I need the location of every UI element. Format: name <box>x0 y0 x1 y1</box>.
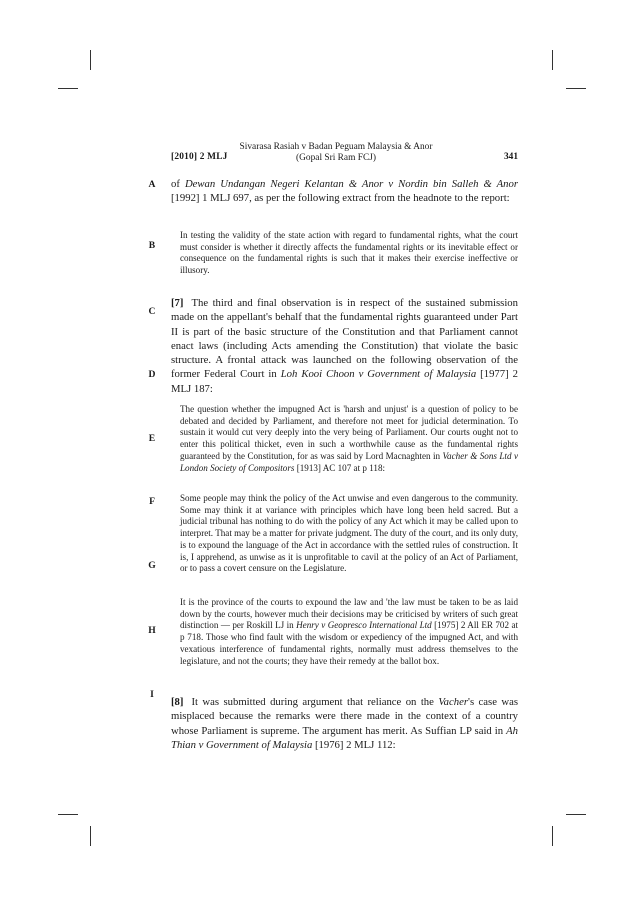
block-quote <box>180 404 518 474</box>
crop-mark <box>90 50 91 70</box>
crop-mark <box>58 814 78 815</box>
block-quote: In testing the validity of the state action with regard to fundamental rights, what the court must consider is whether it directly affects the fundamental rights or its inevitable effect or consequence on the fundamental rights is such that it makes their exercise ineffective or illusory. <box>180 230 518 276</box>
text-run: [1976] 2 MLJ 112: <box>312 738 396 751</box>
text-run: [1913] AC 107 at p 118: <box>294 462 386 473</box>
margin-letter: E <box>148 433 156 444</box>
paragraph-8 <box>171 695 518 752</box>
text-run: [1977] 2 MLJ 187: <box>171 368 518 395</box>
paragraph-number: [7] <box>171 297 184 309</box>
text-run: [1975] 2 All ER 702 at p 718. Those who find fault with the wisdom or expediency of the impugned Act, and with vexatious interference of fundamental rights, normally must address themselves to the legislature, and not the courts; they have their remedy at the ballot box. <box>180 620 519 666</box>
crop-mark <box>90 826 91 846</box>
case-citation: Vacher & Sons Ltd v London Society of Compositors <box>180 450 518 473</box>
header-case-name-line1: Sivarasa Rasiah v Badan Peguam Malaysia & Anor <box>239 142 433 152</box>
case-citation: Vacher <box>438 696 469 708</box>
block-quote: Some people may think the policy of the Act unwise and even dangerous to the community. Some may think it at variance with principles which have long been held sacred. But a judicial tribunal has nothing to do with the policy of any Act which it may be called upon to interpret. That may be a matter for private judgment. The duty of the court, and its only duty, is to expound the language of the Act in accordance with the settled rules of construction. It is, I apprehend, as unwise as it is unprofitable to cavil at the policy of an Act of Parliament, or to pass a covert censure on the Legislature. <box>180 493 518 574</box>
case-citation: Dewan Undangan Negeri Kelantan & Anor v Nordin bin Salleh & Anor <box>184 178 519 190</box>
margin-letter: H <box>148 625 156 636</box>
margin-letter: I <box>150 689 154 700</box>
header-page-number: 341 <box>503 152 518 162</box>
case-citation: Loh Kooi Choon v Government of Malaysia <box>280 368 477 381</box>
paragraph-intro <box>171 177 518 206</box>
text-run: It is the province of the courts to expound the law and 'the law must be taken to be as laid down by the courts, however much their decisions may be criticised by writers of such great distinction — per Roskill LJ in <box>180 597 518 631</box>
margin-letter: C <box>148 306 156 317</box>
margin-letter: G <box>148 560 156 571</box>
text-run: [1992] 1 MLJ 697, as per the following extract from the headnote to the report: <box>171 192 510 205</box>
header-case-name-line2: (Gopal Sri Ram FCJ) <box>296 153 376 163</box>
header-citation: [2010] 2 MLJ <box>171 152 228 162</box>
case-citation: Ah Thian v Government of Malaysia <box>171 724 518 751</box>
text-run: The third and final observation is in respect of the sustained submission made on the appellant's behalf that the fundamental rights guaranteed under Part II is part of the basic structure of the Constitution and that Parliament cannot enact laws (including Acts amending the Constitution) that violate the basic structure. A frontal attack was launched on the following observation of the former Federal Court in <box>171 297 518 381</box>
case-citation: Henry v Geopresco International Ltd <box>296 620 432 631</box>
text-run: 's case was misplaced because the remarks were there made in the context of a country whose Parliament is supreme. The argument has merit. As Suffian LP said in <box>171 696 518 737</box>
text-run: of <box>171 178 185 190</box>
crop-mark <box>566 814 586 815</box>
crop-mark <box>566 88 586 89</box>
text-run: It was submitted during argument that reliance on the <box>191 696 439 708</box>
header-case-name <box>236 142 436 164</box>
margin-letter: B <box>148 240 156 251</box>
margin-letter: D <box>148 369 156 380</box>
crop-mark <box>552 826 553 846</box>
crop-mark <box>552 50 553 70</box>
margin-letter: A <box>148 179 156 190</box>
margin-letter: F <box>149 496 155 507</box>
crop-mark <box>58 88 78 89</box>
block-quote <box>180 597 518 667</box>
paragraph-number: [8] <box>171 696 184 708</box>
text-run: The question whether the impugned Act is 'harsh and unjust' is a question of policy to be debated and decided by Parliament, and therefore not meet for judicial determination. To sustain it would cut very deeply into the very being of Parliament. Our courts ought not to enter this political thicket, even in such a worthwhile cause as the fundamental rights guaranteed by the Constitution, for as was said by Lord Macnaghten in <box>180 404 518 461</box>
paragraph-7 <box>171 296 518 396</box>
